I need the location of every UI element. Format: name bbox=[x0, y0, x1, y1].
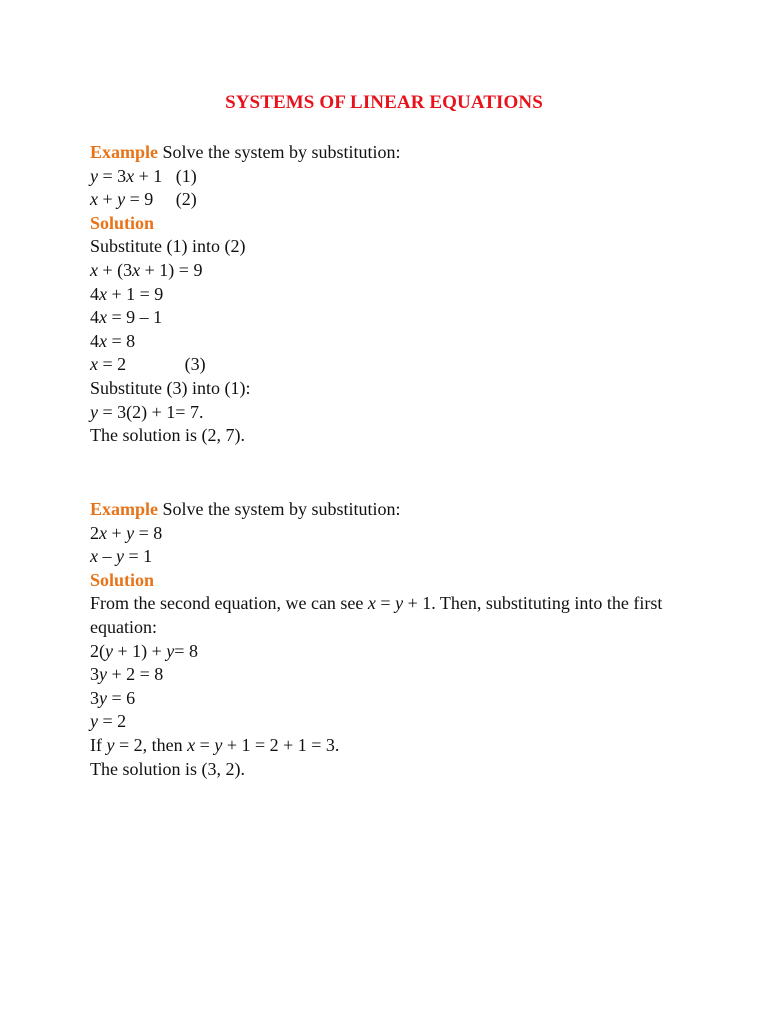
example-prompt: Solve the system by substitution: bbox=[158, 142, 401, 162]
solution-step: y = 3(2) + 1= 7. bbox=[90, 401, 204, 422]
page-title: SYSTEMS OF LINEAR EQUATIONS bbox=[225, 92, 543, 113]
solution-step: x + (3x + 1) = 9 bbox=[90, 259, 203, 280]
example-1-heading bbox=[90, 141, 710, 165]
equation-1: y = 3x + 1 (1) bbox=[90, 165, 197, 186]
solution-step: From the second equation, we can see x = y + 1. Then, substituting into the first equation: bbox=[90, 593, 663, 637]
example-2-heading bbox=[90, 498, 710, 522]
solution-step: 2(y + 1) + y= 8 bbox=[90, 640, 198, 661]
equation-2: x + y = 9 (2) bbox=[90, 189, 197, 210]
solution-answer: The solution is (2, 7). bbox=[90, 425, 245, 446]
equation-1: 2x + y = 8 bbox=[90, 522, 163, 543]
solution-step: Substitute (1) into (2) bbox=[90, 236, 246, 257]
solution-step: 4x = 9 – 1 bbox=[90, 307, 163, 328]
solution-step: y = 2 bbox=[90, 711, 127, 732]
equation-2: x – y = 1 bbox=[90, 546, 153, 567]
example-label: Example bbox=[90, 499, 159, 519]
solution-heading: Solution bbox=[90, 569, 155, 590]
solution-step: x = 2 (3) bbox=[90, 354, 206, 375]
solution-step: 3y = 6 bbox=[90, 687, 136, 708]
example-2 bbox=[90, 498, 710, 781]
solution-step: 3y + 2 = 8 bbox=[90, 664, 164, 685]
solution-step: 4x + 1 = 9 bbox=[90, 283, 164, 304]
example-prompt: Solve the system by substitution: bbox=[158, 499, 401, 519]
example-label: Example bbox=[90, 142, 159, 162]
solution-heading: Solution bbox=[90, 212, 155, 233]
solution-answer: The solution is (3, 2). bbox=[90, 758, 245, 779]
solution-step: Substitute (3) into (1): bbox=[90, 377, 251, 398]
solution-step: 4x = 8 bbox=[90, 330, 136, 351]
example-1 bbox=[90, 141, 710, 448]
solution-step: If y = 2, then x = y + 1 = 2 + 1 = 3. bbox=[90, 734, 340, 755]
